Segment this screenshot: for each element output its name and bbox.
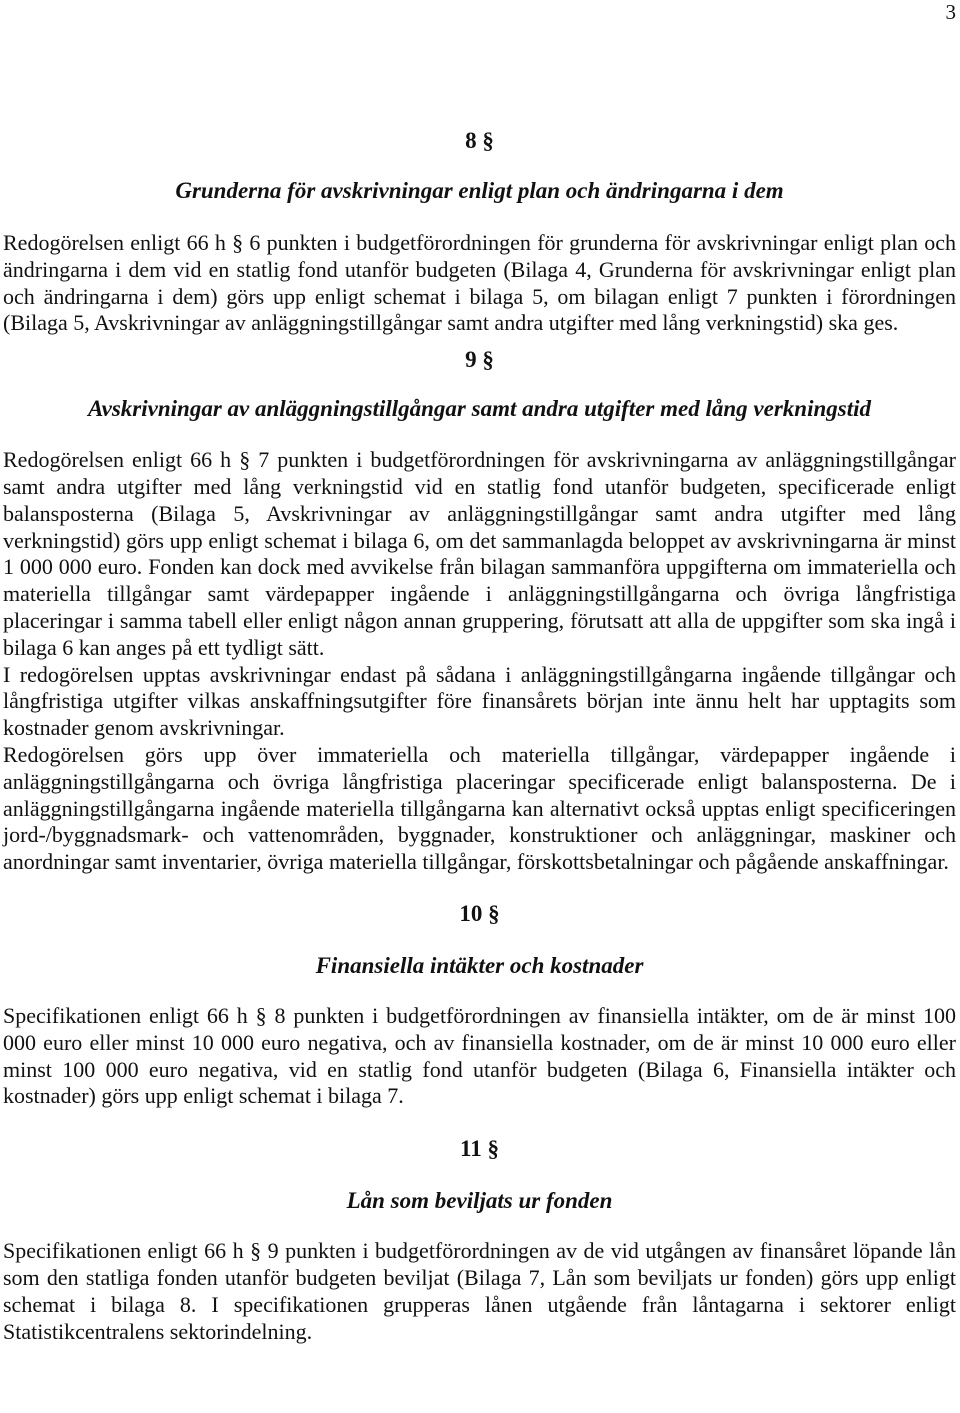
section-10 [3,901,956,1110]
section-heading: Avskrivningar av anläggningstillgångar samt andra utgifter med lång verkningstid [88,396,871,422]
paragraph: Redogörelsen enligt 66 h § 7 punkten i budgetförordningen för avskrivningarna av anläggningstillgångar samt andra utgifter med lång verkningstid vid en statlig fond utanför budgeten, specificerade enligt balansposterna (Bilaga 5, Avskrivningar av anläggningstillgångar samt andra utgifter med lång verkningstid) görs upp enligt schemat i bilaga 6, om det sammanlagda beloppet av avskrivningarna är minst 1 000 000 euro. Fonden kan dock med avvikelse från bilagan sammanföra uppgifterna om immateriella och materiella tillgångar samt värdepapper ingående i anläggningstillgångarna och övriga långfristiga placeringar i samma tabell eller enligt någon annan gruppering, förutsatt att alla de uppgifter som ska ingå i bilaga 6 kan anges på ett tydligt sätt. [3,447,956,660]
section-8 [3,128,956,337]
section-number: 8 § [465,128,494,153]
page-number: 3 [945,0,956,24]
section-text [3,447,956,876]
section-text [3,1238,956,1345]
paragraph: Redogörelsen enligt 66 h § 6 punkten i budgetförordningen för grunderna för avskrivningar enligt plan och ändringarna i dem vid en statlig fond utanför budgeten (Bilaga 4, Grunderna för avskrivningar enligt plan och ändringarna i dem) görs upp enligt schemat i bilaga 5, om bilagan enligt 7 punkten i förordningen (Bilaga 5, Avskrivningar av anläggningstillgångar samt andra utgifter med lång verkningstid) ska ges. [3,230,956,336]
section-11 [3,1136,956,1345]
document-body [3,128,956,1345]
section-heading: Finansiella intäkter och kostnader [315,952,644,978]
section-text [3,230,956,337]
section-number: 10 § [459,900,500,926]
paragraph: Specifikationen enligt 66 h § 9 punkten i budgetförordningen av de vid utgången av finansåret löpande lån som den statliga fonden utanför budgeten beviljat (Bilaga 7, Lån som beviljats ur fonden) görs upp enligt schemat i bilaga 8. I specifikationen grupperas lånen utgående från låntagarna i sektorer enligt Statistikcentralens sektorindelning. [3,1238,956,1344]
section-9 [3,347,956,876]
section-number: 11 § [460,1136,499,1162]
section-heading: Grunderna för avskrivningar enligt plan och ändringarna i dem [175,178,784,203]
section-heading: Lån som beviljats ur fonden [346,1188,613,1214]
section-text [3,1003,956,1110]
paragraph: I redogörelsen upptas avskrivningar endast på sådana i anläggningstillgångarna ingående tillgångar och långfristiga utgifter vilkas anskaffningsutgifter före finansårets början inte ännu helt har upptagits som kostnader genom avskrivningar. [3,661,956,741]
section-number: 9 § [465,347,494,373]
paragraph: Specifikationen enligt 66 h § 8 punkten i budgetförordningen av finansiella intäkter, om de är minst 100 000 euro eller minst 10 000 euro negativa, och av finansiella kostnader, om de är minst 10 000 euro eller minst 100 000 euro negativa, vid en statlig fond utanför budgeten (Bilaga 6, Finansiella intäkter och kostnader) görs upp enligt schemat i bilaga 7. [3,1002,956,1109]
paragraph: Redogörelsen görs upp över immateriella och materiella tillgångar, värdepapper ingående i anläggningstillgångarna och övriga långfristiga placeringar specificerade enligt balansposterna. De i anläggningstillgångarna ingående materiella tillgångarna kan alternativt också upptas enligt specificeringen jord-/byggnadsmark- och vattenområden, byggnader, konstruktioner och anläggningar, maskiner och anordningar samt inventarier, övriga materiella tillgångar, förskottsbetalningar och pågående anskaffningar. [3,741,956,875]
